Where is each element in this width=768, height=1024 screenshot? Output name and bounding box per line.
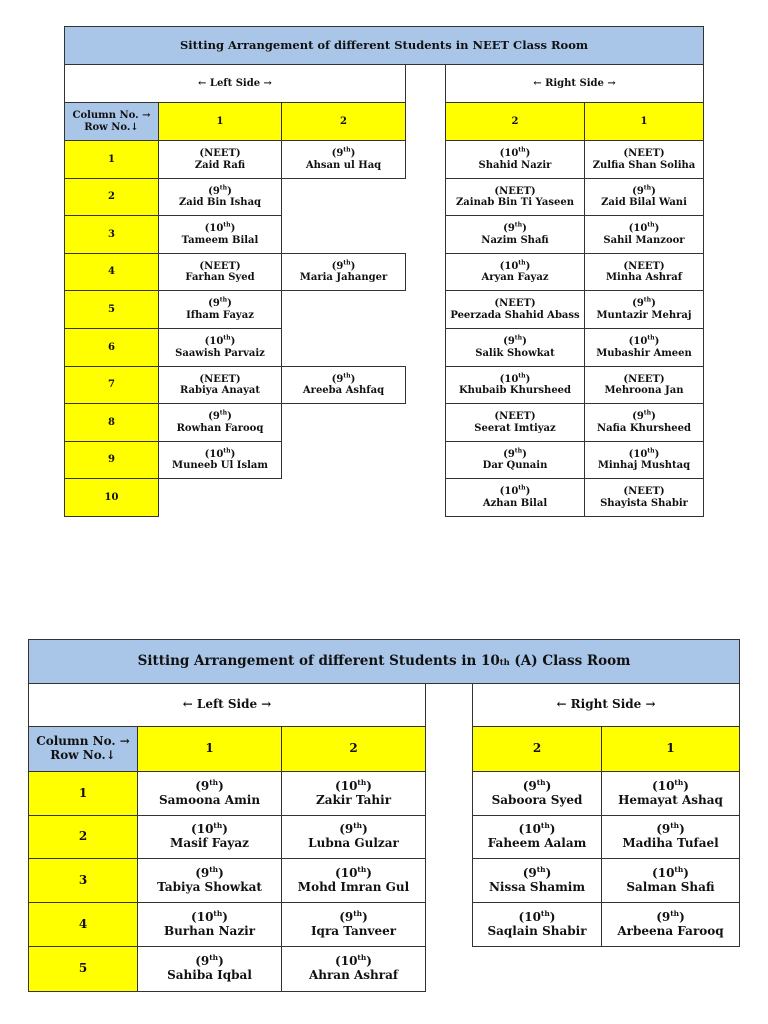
student-name: Madiha Tufael	[622, 836, 719, 850]
student-class-value: 9	[336, 260, 344, 272]
seat-right-col1-row3	[601, 858, 740, 903]
seat-left-col1-row2	[158, 178, 282, 216]
student-class-value: 9	[661, 909, 671, 924]
seat-left-col1-row1	[158, 140, 282, 179]
student-class-value: 9	[661, 822, 671, 837]
seat-right-col1-row2	[584, 178, 704, 216]
student-class: (9th)	[208, 296, 232, 309]
seat-right-col2-row7	[445, 366, 585, 404]
student-class: (10th)	[204, 447, 236, 460]
student-class-value: 9	[212, 185, 220, 197]
student-class: (10th)	[204, 334, 236, 347]
student-class: (10th)	[652, 777, 689, 793]
tenth_a-left-column-header-2: 2	[281, 726, 426, 772]
student-name: Aryan Fayaz	[481, 272, 549, 283]
ordinal-suffix: th	[643, 184, 652, 192]
student-class: (NEET)	[199, 373, 241, 385]
student-name: Saboora Syed	[491, 792, 583, 807]
seat-right-col2-row10	[445, 478, 585, 517]
student-class-value: 9	[344, 822, 354, 837]
student-class: (10th)	[499, 146, 531, 159]
student-name: Faheem Aalam	[487, 836, 587, 850]
ordinal-suffix: th	[213, 821, 223, 831]
student-class-value: 9	[507, 448, 515, 460]
ordinal-suffix: th	[647, 221, 655, 229]
seat-left-col1-row3	[158, 215, 282, 254]
seat-left-col1-row5	[158, 290, 282, 329]
student-class: (9th)	[632, 409, 656, 422]
student-class-value: 10	[340, 778, 358, 793]
ordinal-suffix: th	[518, 372, 526, 380]
seat-right-col2-row3	[472, 858, 602, 903]
tenth-a-table-title: Sitting Arrangement of different Students in 10 th (A) Class Room	[28, 639, 740, 684]
ordinal-suffix: th	[643, 296, 652, 304]
student-class-value: 10	[504, 260, 519, 272]
student-class: (9th)	[195, 864, 224, 880]
seat-left-col2-row5	[281, 946, 426, 992]
student-name: Arbeena Farooq	[617, 923, 724, 938]
student-name: Azhan Bilal	[482, 497, 548, 509]
seat-right-col2-row2	[445, 178, 585, 216]
neet-row-number-3: 3	[64, 215, 159, 254]
ordinal-suffix: th	[209, 864, 219, 874]
student-class: (9th)	[632, 184, 656, 197]
neet-left-column-header-1: 1	[158, 102, 282, 141]
student-name: Hemayat Ashaq	[618, 792, 723, 807]
student-class: (9th)	[331, 372, 356, 385]
seat-left-col1-row8	[158, 403, 282, 442]
ordinal-suffix: th	[540, 908, 550, 918]
student-name: Zainab Bin Ti Yaseen	[456, 197, 574, 208]
ordinal-suffix: th	[353, 821, 363, 831]
student-class: (10th)	[628, 334, 660, 347]
neet-table-title	[64, 26, 704, 65]
seat-left-col2-row4	[281, 902, 426, 947]
student-class: (10th)	[335, 864, 372, 880]
student-name: Burhan Nazir	[163, 923, 256, 938]
seat-left-col1-row9	[158, 441, 282, 479]
student-name: Nafia Khursheed	[597, 422, 691, 434]
student-name: Dar Qunain	[482, 460, 548, 471]
student-class-value: NEET	[204, 148, 236, 159]
student-class-value: 9	[200, 865, 210, 880]
student-class-value: NEET	[628, 373, 660, 385]
tenth-a-title-suffix: (A) Class Room	[509, 652, 631, 669]
student-class-value: 9	[507, 336, 515, 347]
student-name: Mohd Imran Gul	[297, 879, 410, 894]
student-class: (9th)	[339, 821, 368, 837]
neet-row-number-10: 10	[64, 478, 159, 517]
seat-left-col2-row2	[281, 815, 426, 859]
tenth-a-row-no-label: Row No.↓	[50, 748, 116, 762]
student-class: (NEET)	[623, 486, 665, 497]
ordinal-suffix: th	[518, 259, 526, 267]
neet-row-number-6: 6	[64, 328, 159, 367]
student-name: Nazim Shafi	[481, 234, 549, 246]
ordinal-suffix: th	[670, 908, 680, 918]
student-class-value: 10	[340, 865, 358, 880]
student-class: (NEET)	[494, 185, 536, 197]
ordinal-suffix: th	[518, 484, 526, 492]
student-class-value: 10	[209, 448, 224, 460]
neet-row-no-label: Row No.↓	[84, 121, 139, 133]
student-name: Tabiya Showkat	[157, 879, 262, 894]
ordinal-suffix: th	[514, 221, 523, 229]
student-name: Zaid Rafi	[194, 159, 246, 171]
seat-left-col2-row1	[281, 140, 406, 179]
student-class-value: 10	[196, 909, 214, 924]
ordinal-suffix: th	[674, 864, 684, 874]
student-class-value: NEET	[499, 298, 531, 309]
seat-right-col1-row8	[584, 403, 704, 442]
seat-right-col2-row8	[445, 403, 585, 442]
tenth_a-row-number-2: 2	[28, 815, 138, 859]
ordinal-suffix: th	[647, 447, 655, 455]
tenth_a-right-column-header-1: 1	[601, 726, 740, 772]
student-class: (9th)	[331, 146, 356, 159]
student-class-value: NEET	[628, 260, 660, 272]
student-class-value: 10	[633, 336, 648, 347]
student-class: (9th)	[195, 953, 224, 969]
student-class-value: 9	[344, 909, 354, 924]
seat-right-col2-row4	[445, 253, 585, 291]
student-name: Masif Fayaz	[170, 836, 249, 850]
student-class: (9th)	[522, 864, 552, 880]
student-class-value: 9	[336, 148, 344, 159]
student-class-value: 9	[636, 185, 644, 197]
student-class-value: NEET	[499, 411, 531, 422]
neet-row-number-4: 4	[64, 253, 159, 291]
student-class-value: 9	[507, 223, 515, 234]
student-class-value: 9	[200, 778, 210, 793]
student-class-value: 9	[200, 954, 210, 969]
seat-left-col1-row5	[137, 946, 282, 992]
student-class: (9th)	[503, 221, 527, 234]
student-class-value: 9	[528, 778, 537, 793]
student-name: Ifham Fayaz	[186, 309, 254, 321]
student-name: Farhan Syed	[185, 272, 255, 283]
seat-right-col2-row4	[472, 902, 602, 947]
student-class: (9th)	[331, 259, 356, 272]
ordinal-suffix: th	[536, 864, 546, 874]
seat-left-col1-row4	[137, 902, 282, 947]
ordinal-suffix: th	[219, 184, 228, 192]
student-name: Iqra Tanveer	[310, 923, 397, 938]
ordinal-suffix: th	[209, 953, 219, 963]
ordinal-suffix: th	[670, 821, 680, 831]
tenth-a-right-side-text: ← Right Side →	[556, 697, 656, 712]
student-class-value: 9	[636, 298, 644, 309]
student-class: (9th)	[522, 777, 552, 793]
student-name: Areeba Ashfaq	[302, 385, 385, 396]
tenth-a-left-side-text: ← Left Side →	[182, 697, 272, 712]
seat-left-col1-row1	[137, 771, 282, 816]
ordinal-suffix: th	[209, 777, 219, 787]
neet-left-side-label	[64, 64, 406, 103]
student-class: (9th)	[656, 821, 685, 837]
student-class-value: 9	[212, 411, 220, 422]
student-class: (10th)	[499, 259, 531, 272]
seat-right-col2-row6	[445, 328, 585, 367]
student-class: (NEET)	[623, 148, 665, 159]
seat-left-col2-row7	[281, 366, 406, 404]
seat-right-col1-row2	[601, 815, 740, 859]
student-class-value: NEET	[499, 185, 531, 197]
student-name: Zulfia Shan Soliha	[592, 159, 696, 171]
student-class: (10th)	[335, 777, 372, 793]
seat-left-col2-row4	[281, 253, 406, 291]
neet-right-column-header-2: 2	[445, 102, 585, 141]
student-class: (10th)	[191, 821, 228, 837]
student-class-value: 10	[524, 822, 541, 837]
student-class: (9th)	[208, 409, 232, 422]
ordinal-suffix: th	[343, 259, 351, 267]
seat-right-col2-row3	[445, 215, 585, 254]
neet-left-side-text: ← Left Side →	[198, 77, 272, 89]
seat-left-col1-row4	[158, 253, 282, 291]
student-class: (NEET)	[494, 298, 536, 309]
ordinal-suffix: th	[514, 334, 523, 342]
student-class: (10th)	[204, 221, 236, 234]
ordinal-suffix: th	[357, 953, 367, 963]
ordinal-suffix: th	[674, 777, 684, 787]
seat-right-col1-row10	[584, 478, 704, 517]
student-name: Salman Shafi	[626, 879, 715, 894]
student-class-value: 10	[524, 909, 541, 924]
ordinal-suffix: th	[353, 908, 363, 918]
student-class-value: 10	[504, 373, 519, 385]
neet-right-side-text: ← Right Side →	[533, 77, 616, 89]
ordinal-suffix: th	[518, 146, 526, 154]
seat-right-col2-row2	[472, 815, 602, 859]
student-name: Tameem Bilal	[181, 234, 259, 246]
student-name: Maria Jahanger	[299, 272, 388, 283]
seat-right-col2-row9	[445, 441, 585, 479]
student-name: Muntazir Mehraj	[596, 309, 692, 321]
ordinal-suffix: th	[647, 334, 655, 342]
student-class-value: 10	[209, 336, 224, 347]
seat-left-col1-row3	[137, 858, 282, 903]
neet-row-number-5: 5	[64, 290, 159, 329]
tenth_a-row-number-5: 5	[28, 946, 138, 992]
student-class-value: 10	[196, 822, 214, 837]
student-name: Sahiba Iqbal	[167, 968, 252, 982]
neet-row-number-9: 9	[64, 441, 159, 479]
student-class-value: NEET	[628, 148, 660, 159]
student-name: Zaid Bin Ishaq	[178, 197, 262, 208]
student-class-value: 9	[212, 298, 220, 309]
seat-left-col2-row1	[281, 771, 426, 816]
student-name: Lubna Gulzar	[308, 836, 399, 850]
student-class: (NEET)	[199, 148, 241, 159]
student-class-value: 10	[504, 486, 519, 497]
student-name: Samoona Amin	[158, 792, 261, 807]
student-name: Mubashir Ameen	[596, 347, 692, 359]
student-class: (10th)	[628, 447, 660, 460]
student-name: Sahil Manzoor	[603, 234, 685, 246]
student-class: (10th)	[518, 908, 556, 924]
student-class: (10th)	[628, 221, 660, 234]
student-class-value: 10	[633, 223, 648, 234]
ordinal-suffix: th	[213, 908, 223, 918]
tenth_a-left-column-header-1: 1	[137, 726, 282, 772]
student-name: Minhaj Mushtaq	[597, 460, 691, 471]
student-name: Ahsan ul Haq	[305, 159, 382, 171]
student-name: Rowhan Farooq	[176, 422, 264, 434]
student-class: (10th)	[518, 821, 556, 837]
seat-left-col1-row7	[158, 366, 282, 404]
student-class-value: 10	[209, 223, 224, 234]
seat-right-col1-row1	[601, 771, 740, 816]
ordinal-suffix: th	[343, 372, 351, 380]
seat-right-col2-row1	[445, 140, 585, 179]
neet-row-number-8: 8	[64, 403, 159, 442]
student-class-value: 10	[504, 148, 519, 159]
student-name: Saqlain Shabir	[487, 923, 587, 938]
student-class-value: 10	[340, 954, 358, 969]
seat-right-col2-row5	[445, 290, 585, 329]
ordinal-suffix: th	[514, 447, 523, 455]
student-name: Muneeb Ul Islam	[172, 460, 268, 471]
tenth_a-row-number-1: 1	[28, 771, 138, 816]
ordinal-suffix: th	[223, 221, 231, 229]
neet-row-number-2: 2	[64, 178, 159, 216]
ordinal-suffix: th	[357, 777, 367, 787]
student-class-value: 10	[657, 778, 675, 793]
seat-left-col1-row2	[137, 815, 282, 859]
tenth-a-title-prefix: Sitting Arrangement of different Students in 10	[137, 652, 500, 669]
student-class: (10th)	[652, 864, 689, 880]
student-name: Ahran Ashraf	[308, 968, 399, 982]
student-class: (NEET)	[199, 260, 241, 272]
tenth_a-row-number-3: 3	[28, 858, 138, 903]
seat-right-col1-row6	[584, 328, 704, 367]
neet-right-side-label	[445, 64, 704, 103]
student-name: Mehroona Jan	[604, 385, 684, 396]
student-class-value: NEET	[204, 373, 236, 385]
seat-right-col1-row1	[584, 140, 704, 179]
student-class: (9th)	[339, 908, 368, 924]
neet-title-text: Sitting Arrangement of different Students in NEET Class Room	[179, 37, 589, 52]
student-class: (10th)	[499, 484, 531, 497]
student-class-value: NEET	[204, 260, 236, 272]
ordinal-suffix: th	[357, 864, 367, 874]
student-class-value: 10	[657, 865, 675, 880]
student-name: Khubaib Khursheed	[458, 385, 572, 396]
seat-right-col1-row9	[584, 441, 704, 479]
student-name: Salik Showkat	[475, 347, 555, 359]
seat-left-col1-row6	[158, 328, 282, 367]
student-class-value: 9	[528, 865, 537, 880]
student-name: Minha Ashraf	[605, 272, 683, 283]
ordinal-suffix: th	[223, 447, 231, 455]
neet-corner-header	[64, 102, 159, 141]
neet-row-number-1: 1	[64, 140, 159, 179]
tenth-a-column-no-label: Column No. →	[36, 734, 130, 749]
seat-right-col1-row5	[584, 290, 704, 329]
ordinal-suffix: th	[219, 409, 228, 417]
student-class-value: 10	[633, 448, 648, 460]
student-class-value: NEET	[628, 486, 660, 497]
ordinal-suffix: th	[219, 296, 228, 304]
student-class: (9th)	[195, 777, 224, 793]
student-name: Zakir Tahir	[315, 792, 392, 807]
student-name: Rabiya Anayat	[180, 385, 260, 396]
neet-column-no-label: Column No. →	[72, 110, 151, 121]
student-class: (NEET)	[494, 411, 536, 422]
ordinal-suffix: th	[536, 777, 546, 787]
student-name: Seerat Imtiyaz	[474, 422, 556, 434]
seat-left-col2-row3	[281, 858, 426, 903]
neet-right-column-header-1: 1	[584, 102, 704, 141]
ordinal-suffix: th	[343, 146, 351, 154]
student-class: (NEET)	[623, 373, 665, 385]
tenth-a-right-side-label	[472, 683, 740, 727]
student-class: (10th)	[335, 953, 372, 969]
student-class-value: 9	[336, 373, 344, 385]
student-name: Shayista Shabir	[600, 497, 688, 509]
student-class: (9th)	[632, 296, 656, 309]
seat-right-col1-row7	[584, 366, 704, 404]
tenth_a-right-column-header-2: 2	[472, 726, 602, 772]
seat-right-col2-row1	[472, 771, 602, 816]
seat-right-col1-row3	[584, 215, 704, 254]
seat-right-col1-row4	[601, 902, 740, 947]
tenth-a-left-side-label	[28, 683, 426, 727]
student-class: (NEET)	[623, 260, 665, 272]
student-name: Peerzada Shahid Abass	[450, 309, 580, 321]
student-class: (9th)	[208, 184, 232, 197]
neet-row-number-7: 7	[64, 366, 159, 404]
student-name: Zaid Bilal Wani	[601, 197, 687, 208]
ordinal-suffix: th	[223, 334, 231, 342]
student-name: Shahid Nazir	[478, 159, 552, 171]
ordinal-suffix: th	[540, 821, 550, 831]
student-name: Saawish Parvaiz	[175, 347, 265, 359]
student-class: (10th)	[191, 908, 228, 924]
tenth-a-corner-header	[28, 726, 138, 772]
tenth_a-row-number-4: 4	[28, 902, 138, 947]
neet-left-column-header-2: 2	[281, 102, 406, 141]
student-name: Nissa Shamim	[488, 879, 586, 894]
student-class: (10th)	[499, 372, 531, 385]
student-class: (9th)	[503, 447, 527, 460]
student-class: (9th)	[656, 908, 685, 924]
student-class: (9th)	[503, 334, 527, 347]
ordinal-suffix: th	[643, 409, 652, 417]
student-class-value: 9	[636, 411, 644, 422]
seat-right-col1-row4	[584, 253, 704, 291]
